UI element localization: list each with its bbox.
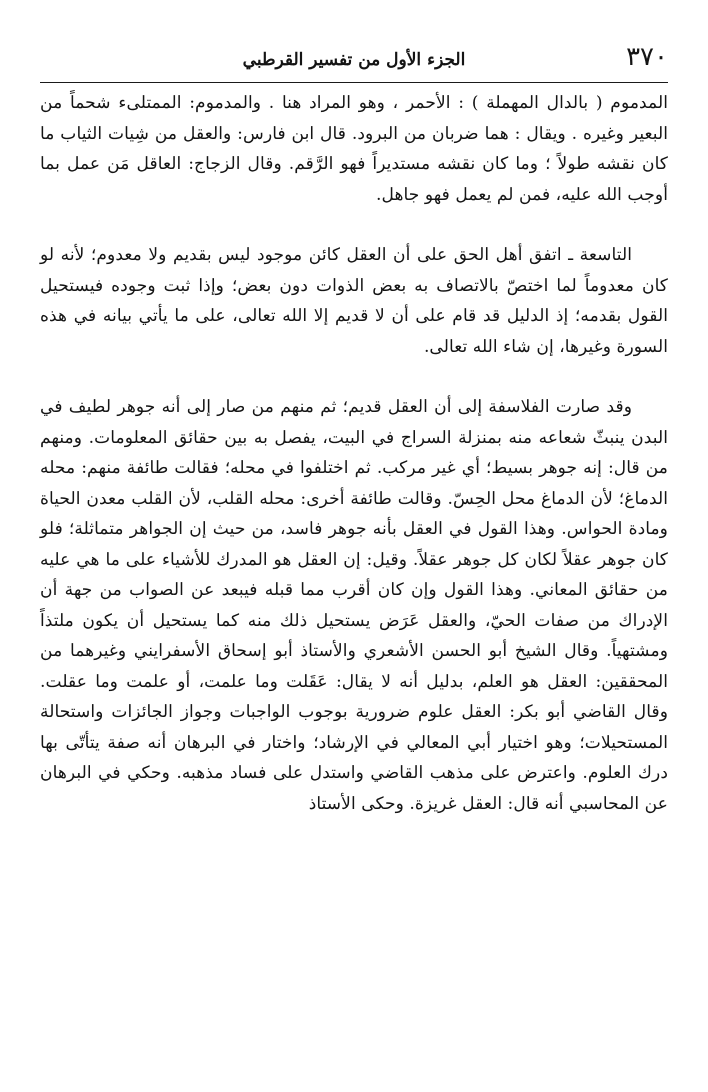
paragraph-definitions: المدموم ( بالدال المهملة ) : الأحمر ، وهو المراد هنا . والمدموم: الممتلىء شحماً من البعير وغيره . ويقال : هما ضربان من البرود. قال ابن فارس: والعقل من شِيات الثياب ما كان نقشه طولاً ؛ وما كان نقشه مستديراً فهو الرَّقم. وقال الزجاج: العاقل مَن عمل بما أوجب الله عليه، فمن لم يعمل فهو جاهل. — [40, 93, 668, 205]
body-text — [40, 88, 668, 819]
page-header — [40, 42, 668, 83]
running-title: الجزء الأول من تفسير القرطبي — [242, 50, 466, 70]
paragraph-philosophers: وقد صارت الفلاسفة إلى أن العقل قديم؛ ثم منهم من صار إلى أنه جوهر لطيف في البدن ينبثّ شعاعه منه بمنزلة السراج في البيت، يفصل به بين حقائق المعلومات. ومنهم من قال: إنه جوهر بسيط؛ أي غير مركب. ثم اختلفوا في محله؛ فقالت طائفة منهم: محله الدماغ؛ لأن الدماغ محل الحِسّ. وقالت طائفة أخرى: محله القلب، لأن القلب معدن الحياة ومادة الحواس. وهذا القول في العقل بأنه جوهر فاسد، من حيث إن الجواهر متماثلة؛ فلو كان جوهر عقلاً لكان كل جوهر عقلاً. وقيل: إن العقل هو المدرك للأشياء على ما هي عليه من حقائق المعاني. وهذا القول وإن كان أقرب مما قبله فيبعد عن الصواب من جهة أن الإدراك من صفات الحيّ، والعقل عَرَض يستحيل ذلك منه كما يستحيل أن يكون ملتذاً ومشتهياً. وقال الشيخ أبو الحسن الأشعري والأستاذ أبو إسحاق الأسفرايني وغيرهما من المحققين: العقل هو العلم، بدليل أنه لا يقال: عَقَلت وما علمت، أو علمت وما عقلت. وقال القاضي أبو بكر: العقل علوم ضرورية بوجوب الواجبات وجواز الجائزات واستحالة المستحيلات؛ وهو اختيار أبي المعالي في الإرشاد؛ واختار في البرهان أنه صفة يتأتّى بها درك العلوم. واعترض على مذهب القاضي واستدل على فساد مذهبه. وحكي في البرهان عن المحاسبي أنه قال: العقل غريزة. وحكى الأستاذ — [40, 397, 668, 814]
paragraph-ninth-point: التاسعة ـ اتفق أهل الحق على أن العقل كائن موجود ليس بقديم ولا معدوم؛ لأنه لو كان معدوماً لما اختصّ بالاتصاف به بعض الذوات دون بعض؛ وإذا ثبت وجوده فيستحيل القول بقدمه؛ إذ الدليل قد قام على أن لا قديم إلا الله تعالى، على ما يأتي بيانه في هذه السورة وغيرها، إن شاء الله تعالى. — [40, 245, 668, 357]
page-number: ٣٧٠ — [626, 42, 668, 72]
